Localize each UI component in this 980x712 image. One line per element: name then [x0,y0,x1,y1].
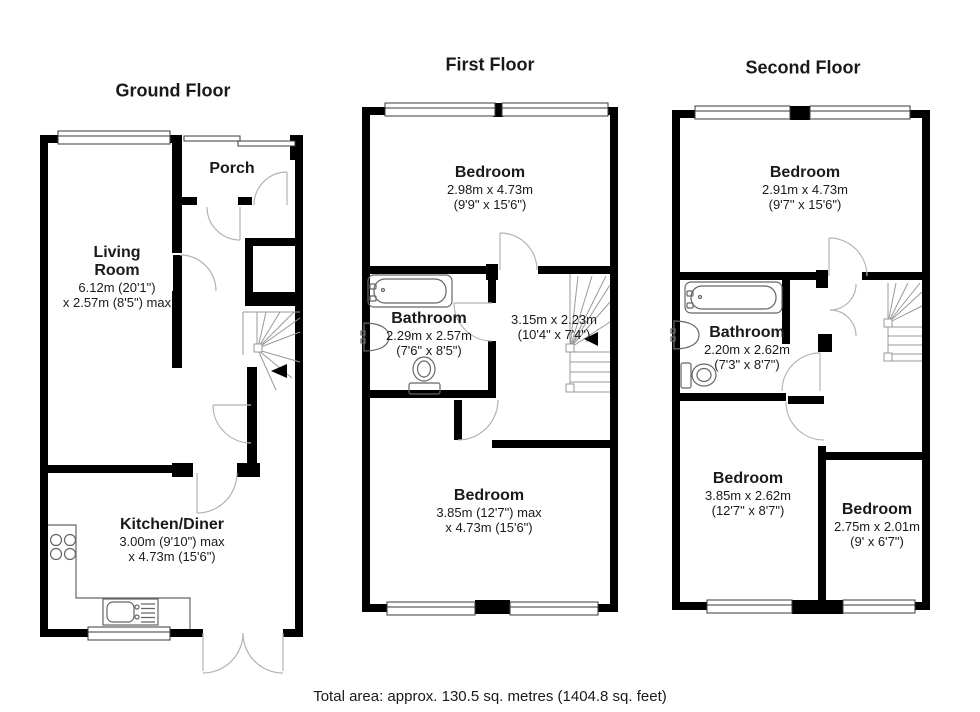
room-label-kitchen-diner: Kitchen/Diner 3.00m (9'10") max x 4.73m (15'6") [119,516,225,564]
french-door-arc-left [203,633,243,673]
room-label-ff-landing: 3.15m x 2.23m (10'4" x 7'4") [511,312,597,342]
bathtub [368,275,452,307]
room-label-living-room: Living Room 6.12m (20'1") x 2.57m (8'5") max [62,244,172,310]
bathtub [685,282,782,313]
room-label-sf-bedroom-top: Bedroom 2.91m x 4.73m (9'7" x 15'6") [762,164,848,212]
total-area-note: Total area: approx. 130.5 sq. metres (1404.8 sq. feet) [313,688,667,705]
porch-glazing [184,136,240,141]
room-label-ff-bedroom-bottom: Bedroom 3.85m (12'7") max x 4.73m (15'6") [436,487,542,535]
front-door-arc [254,172,287,205]
porch-glazing [238,141,295,146]
kitchen-sink [103,599,158,625]
stove [51,535,76,560]
living-room-door-leaf [173,255,182,291]
french-door-arc-right [243,633,283,673]
room-label-ff-bathroom: Bathroom 2.29m x 2.57m (7'6" x 8'5") [386,310,472,358]
hall-door-arc [213,405,251,443]
toilet [409,357,440,394]
room-label-sf-bedroom-right: Bedroom 2.75m x 2.01m (9' x 6'7") [834,501,920,549]
first-floor-title: First Floor [445,54,535,75]
cupboard-door-arc-top [830,284,856,310]
bedroom-door-arc [500,233,537,270]
bedroom-door-arc [829,238,867,276]
bottom-bedroom-door-arc [786,402,824,440]
room-label-ff-bedroom-top: Bedroom 2.98m x 4.73m (9'9" x 15'6") [447,164,533,212]
second-floor-stairs [884,283,922,361]
kitchen-door-arc [197,473,237,513]
cupboard-door-arc-bottom [830,310,856,336]
living-room-door-arc [180,255,216,291]
room-label-sf-bedroom-left: Bedroom 3.85m x 2.62m (12'7" x 8'7") [705,470,791,518]
stairs-direction-arrow [271,364,287,378]
bedroom-door-leaf [454,400,462,440]
room-label-porch: Porch [209,160,255,177]
ground-floor-title: Ground Floor [115,80,231,101]
porch-door-arc [207,207,240,240]
second-floor-title: Second Floor [745,57,861,78]
bedroom-door-leaf [788,396,824,404]
bottom-bedroom-door-arc [458,400,498,440]
room-label-sf-bathroom: Bathroom 2.20m x 2.62m (7'3" x 8'7") [704,324,790,372]
